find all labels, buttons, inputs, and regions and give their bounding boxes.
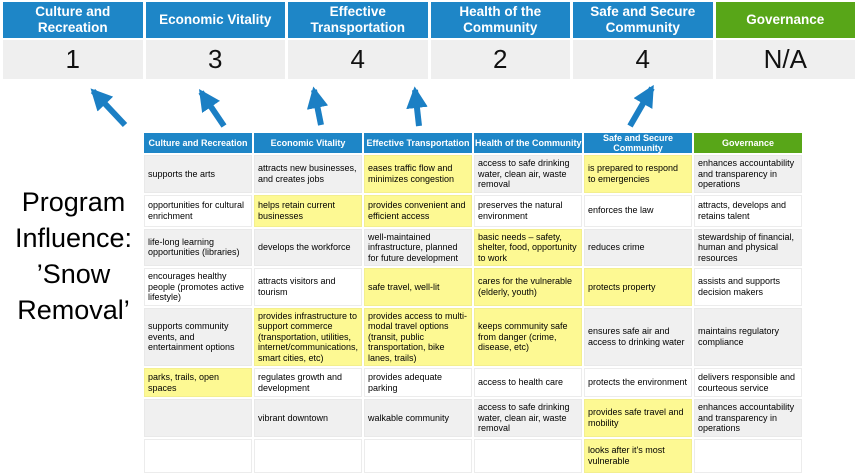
matrix-cell: enhances accountability and transparency in operations — [694, 399, 802, 437]
category-score: 3 — [146, 40, 286, 79]
matrix-cell: provides adequate parking — [364, 368, 472, 397]
up-arrow-icon — [314, 90, 321, 125]
matrix-cell-highlighted: keeps community safe from danger (crime, disease, etc) — [474, 308, 582, 367]
category-header: Culture and Recreation — [3, 2, 143, 38]
matrix-cell: access to safe drinking water, clean air, waste removal — [474, 155, 582, 193]
matrix-cell-highlighted: cares for the vulnerable (elderly, youth) — [474, 268, 582, 306]
category-score: N/A — [716, 40, 856, 79]
influence-matrix — [142, 131, 804, 475]
matrix-cell — [254, 439, 362, 473]
matrix-cell — [144, 439, 252, 473]
matrix-cell: opportunities for cultural enrichment — [144, 195, 252, 227]
matrix-row — [144, 268, 802, 306]
matrix-column-header: Effective Transportation — [364, 133, 472, 153]
influence-arrows — [0, 78, 859, 133]
matrix-cell: delivers responsible and courteous service — [694, 368, 802, 397]
matrix-cell-highlighted: safe travel, well-lit — [364, 268, 472, 306]
matrix-cell: life-long learning opportunities (libraries) — [144, 229, 252, 267]
matrix-cell-highlighted: parks, trails, open spaces — [144, 368, 252, 397]
matrix-cell-highlighted: provides access to multi-modal travel options (transit, public transportation, bike lanes, trails) — [364, 308, 472, 367]
category-score: 4 — [288, 40, 428, 79]
matrix-cell: develops the workforce — [254, 229, 362, 267]
matrix-cell: walkable community — [364, 399, 472, 437]
category-header: Economic Vitality — [146, 2, 286, 38]
matrix-row — [144, 368, 802, 397]
matrix-cell — [474, 439, 582, 473]
matrix-cell-highlighted: provides convenient and efficient access — [364, 195, 472, 227]
program-influence-title — [0, 184, 147, 328]
matrix-cell: enhances accountability and transparency in operations — [694, 155, 802, 193]
matrix-row — [144, 439, 802, 473]
matrix-cell: maintains regulatory compliance — [694, 308, 802, 367]
category-score: 1 — [3, 40, 143, 79]
matrix-header-row — [144, 133, 802, 153]
scoreboard-column — [146, 2, 286, 79]
matrix-cell: reduces crime — [584, 229, 692, 267]
matrix-cell-highlighted: protects property — [584, 268, 692, 306]
matrix-cell-highlighted: helps retain current businesses — [254, 195, 362, 227]
up-arrow-icon — [415, 90, 419, 126]
matrix-cell: ensures safe air and access to drinking water — [584, 308, 692, 367]
category-header: Safe and Secure Community — [573, 2, 713, 38]
matrix-cell: encourages healthy people (promotes active lifestyle) — [144, 268, 252, 306]
matrix-cell-highlighted: is prepared to respond to emergencies — [584, 155, 692, 193]
up-arrow-icon — [201, 92, 224, 126]
scoreboard-column — [3, 2, 143, 79]
matrix-row — [144, 155, 802, 193]
matrix-cell-highlighted: looks after it's most vulnerable — [584, 439, 692, 473]
matrix-cell — [144, 399, 252, 437]
title-line: Program — [21, 187, 126, 217]
matrix-row — [144, 399, 802, 437]
matrix-cell: regulates growth and development — [254, 368, 362, 397]
scoreboard-column — [573, 2, 713, 79]
matrix-cell: enforces the law — [584, 195, 692, 227]
matrix-cell-highlighted: basic needs – safety, shelter, food, opportunity to work — [474, 229, 582, 267]
matrix-cell: access to safe drinking water, clean air, waste removal — [474, 399, 582, 437]
matrix-cell: supports community events, and entertainment options — [144, 308, 252, 367]
matrix-row — [144, 229, 802, 267]
matrix-column-header: Culture and Recreation — [144, 133, 252, 153]
matrix-column-header: Health of the Community — [474, 133, 582, 153]
scoreboard-column — [288, 2, 428, 79]
matrix-cell: protects the environment — [584, 368, 692, 397]
matrix-cell-highlighted: eases traffic flow and minimizes congestion — [364, 155, 472, 193]
matrix-cell — [694, 439, 802, 473]
matrix-cell: attracts visitors and tourism — [254, 268, 362, 306]
matrix-row — [144, 308, 802, 367]
title-line: Influence: — [14, 223, 133, 253]
matrix-body — [144, 155, 802, 473]
category-header: Health of the Community — [431, 2, 571, 38]
matrix-cell — [364, 439, 472, 473]
matrix-column-header: Safe and Secure Community — [584, 133, 692, 153]
matrix-cell: vibrant downtown — [254, 399, 362, 437]
category-score: 2 — [431, 40, 571, 79]
scoreboard-column — [716, 2, 856, 79]
matrix-column-header: Governance — [694, 133, 802, 153]
matrix-cell: attracts new businesses, and creates jobs — [254, 155, 362, 193]
matrix-cell: stewardship of financial, human and physical resources — [694, 229, 802, 267]
matrix-cell: assists and supports decision makers — [694, 268, 802, 306]
up-arrow-icon — [93, 91, 125, 125]
matrix-cell: access to health care — [474, 368, 582, 397]
matrix-cell: supports the arts — [144, 155, 252, 193]
matrix-cell: attracts, develops and retains talent — [694, 195, 802, 227]
category-score: 4 — [573, 40, 713, 79]
matrix-table — [142, 131, 804, 475]
title-line: Removal’ — [17, 295, 130, 325]
up-arrow-icon — [630, 88, 652, 126]
title-line: ’Snow — [36, 259, 111, 289]
matrix-cell-highlighted: provides infrastructure to support commerce (transportation, utilities, internet/communications, smart cities, etc) — [254, 308, 362, 367]
category-header: Effective Transportation — [288, 2, 428, 38]
scoreboard — [3, 2, 855, 79]
category-header: Governance — [716, 2, 856, 38]
matrix-column-header: Economic Vitality — [254, 133, 362, 153]
matrix-cell-highlighted: provides safe travel and mobility — [584, 399, 692, 437]
scoreboard-column — [431, 2, 571, 79]
matrix-cell: well-maintained infrastructure, planned for future development — [364, 229, 472, 267]
matrix-cell: preserves the natural environment — [474, 195, 582, 227]
matrix-row — [144, 195, 802, 227]
